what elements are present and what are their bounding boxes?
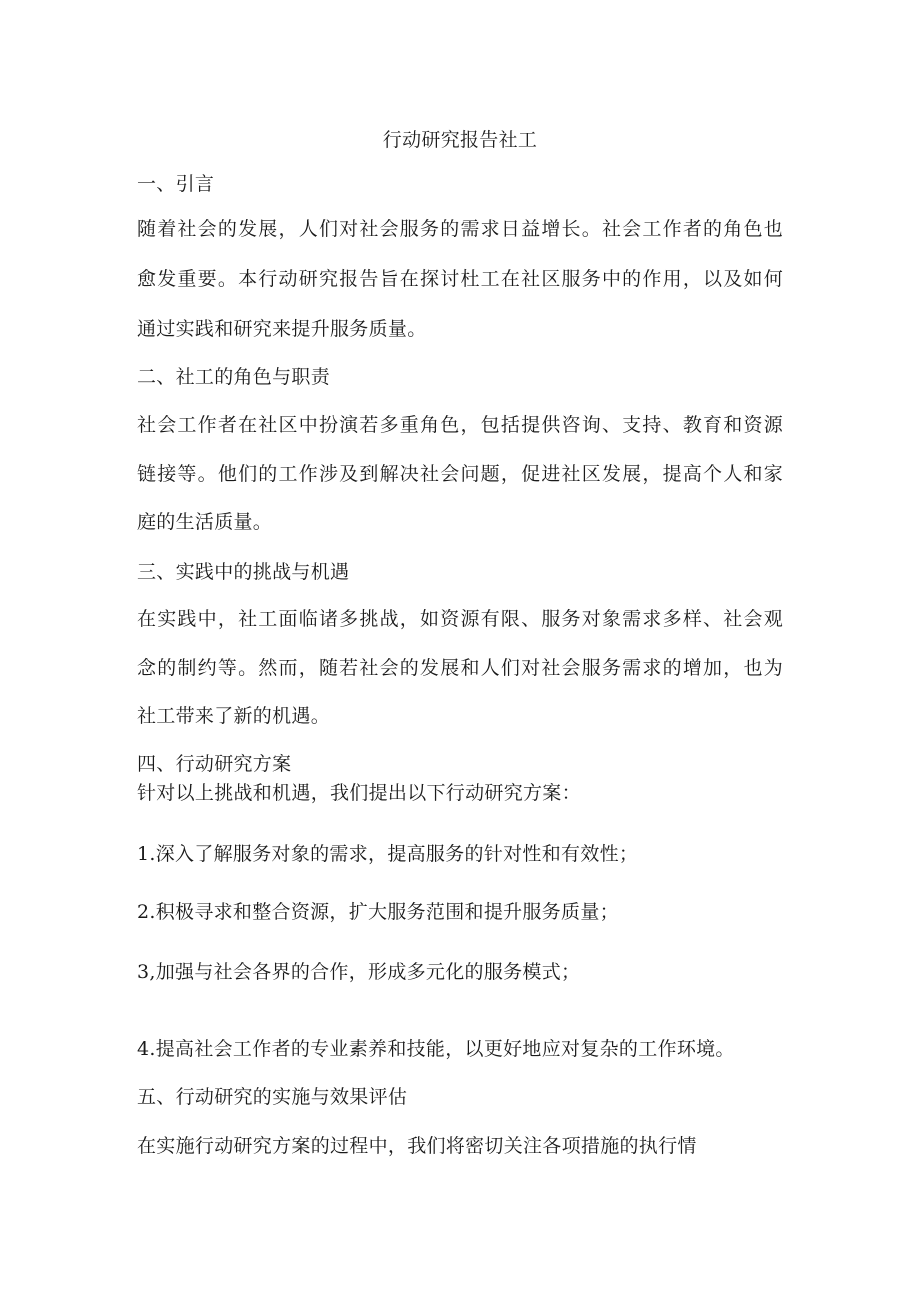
paragraph-line: 通过实践和研究来提升服务质量。 [137, 318, 427, 340]
paragraph-line: 在实施行动研究方案的过程中，我们将密切关注各项措施的执行情 [137, 1135, 697, 1157]
section-heading-challenges: 三、实践中的挑战与机遇 [137, 561, 350, 583]
paragraph-line: 在实践中，社工面临诸多挑战，如资源有限、服务对象需求多样、社会观 [137, 608, 783, 630]
paragraph-line: 愈发重要。本行动研究报告旨在探讨杜工在社区服务中的作用，以及如何 [137, 268, 783, 290]
document-title: 行动研究报告社工 [382, 129, 538, 151]
paragraph-line: 链接等。他们的工作涉及到解决社会问题，促进社区发展，提高个人和家 [137, 463, 783, 485]
paragraph-line: 念的制约等。然而，随若社会的发展和人们对社会服务需求的增加，也为 [137, 657, 783, 679]
paragraph-line: 社会工作者在社区中扮演若多重角色，包括提供咨询、支持、教育和资源 [137, 414, 783, 436]
section-heading-intro: 一、引言 [137, 173, 215, 195]
paragraph-line: 庭的生活质量。 [137, 511, 273, 533]
section-heading-roles: 二、社工的角色与职责 [137, 366, 331, 388]
section-heading-plan: 四、行动研究方案 [137, 753, 292, 775]
paragraph-line: 社工带来了新的机遇。 [137, 705, 331, 727]
plan-intro: 针对以上挑战和机遇，我们提出以下行动研究方案： [137, 782, 581, 804]
plan-item: 1.深入了解服务对象的需求，提高服务的针对性和有效性； [137, 843, 639, 865]
plan-item: 4.提高社会工作者的专业素养和技能，以更好地应对复杂的工作环境。 [137, 1038, 735, 1060]
paragraph-line: 随着社会的发展，人们对社会服务的需求日益增长。社会工作者的角色也 [137, 218, 783, 240]
section-heading-implementation: 五、行动研究的实施与效果评估 [137, 1086, 408, 1108]
plan-item: 2.积极寻求和整合资源，扩大服务范围和提升服务质量； [137, 901, 619, 923]
plan-item: 3,加强与社会各界的合作，形成多元化的服务模式； [137, 961, 581, 983]
